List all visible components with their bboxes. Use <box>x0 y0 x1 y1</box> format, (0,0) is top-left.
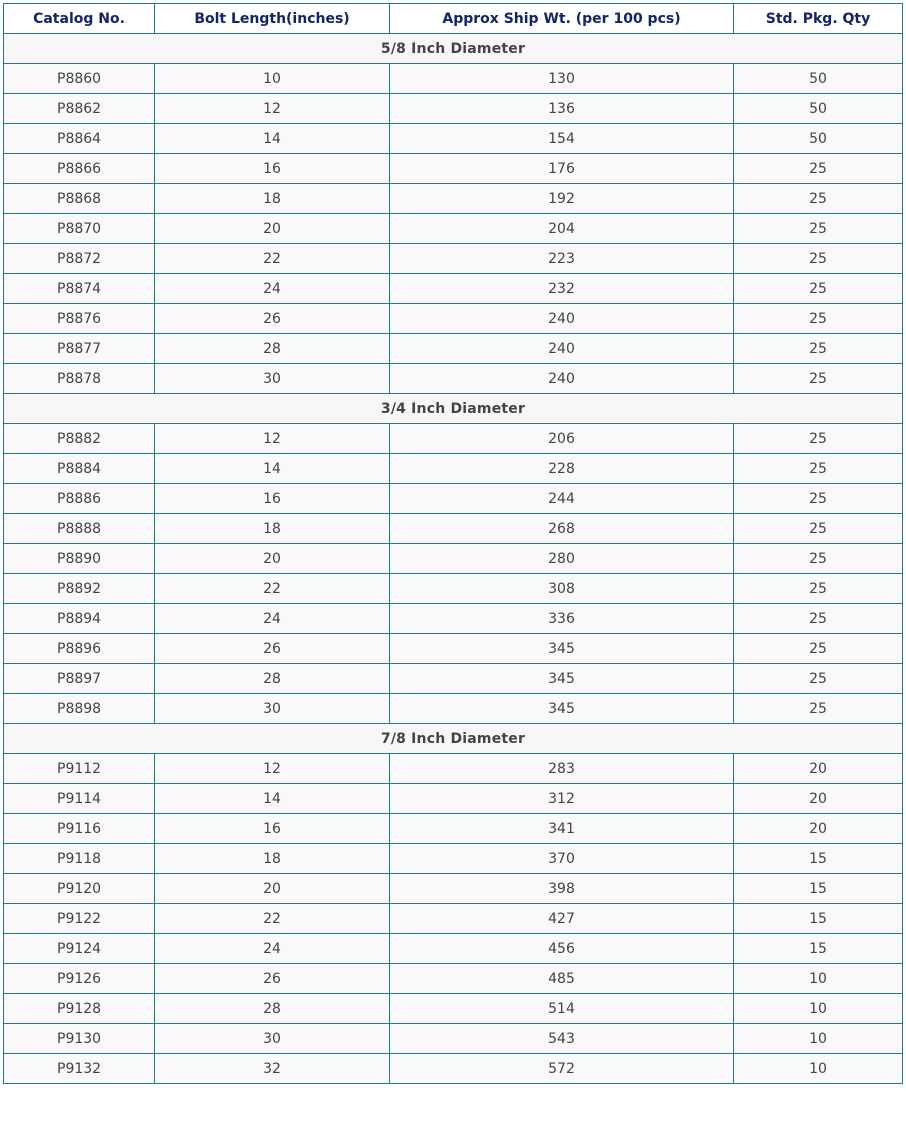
catalog-no-cell: P9118 <box>4 844 155 874</box>
bolt-spec-table <box>3 3 903 1084</box>
table-row <box>4 454 903 484</box>
pkg-qty-cell: 25 <box>734 484 903 514</box>
pkg-qty-cell: 25 <box>734 634 903 664</box>
bolt-length-cell: 28 <box>155 334 390 364</box>
catalog-no-cell: P8898 <box>4 694 155 724</box>
table-row <box>4 124 903 154</box>
pkg-qty-cell: 25 <box>734 214 903 244</box>
table-row <box>4 994 903 1024</box>
table-row <box>4 1024 903 1054</box>
group-header-row <box>4 34 903 64</box>
bolt-length-cell: 12 <box>155 94 390 124</box>
ship-weight-cell: 244 <box>390 484 734 514</box>
pkg-qty-cell: 25 <box>734 244 903 274</box>
pkg-qty-cell: 25 <box>734 544 903 574</box>
table-row <box>4 544 903 574</box>
catalog-no-cell: P8878 <box>4 364 155 394</box>
table-row <box>4 604 903 634</box>
bolt-length-cell: 16 <box>155 484 390 514</box>
catalog-no-cell: P8877 <box>4 334 155 364</box>
pkg-qty-cell: 10 <box>734 1054 903 1084</box>
catalog-no-cell: P8868 <box>4 184 155 214</box>
pkg-qty-cell: 25 <box>734 334 903 364</box>
ship-weight-cell: 345 <box>390 694 734 724</box>
bolt-length-cell: 18 <box>155 514 390 544</box>
catalog-no-cell: P9132 <box>4 1054 155 1084</box>
bolt-length-cell: 26 <box>155 304 390 334</box>
catalog-no-cell: P9126 <box>4 964 155 994</box>
catalog-no-cell: P8897 <box>4 664 155 694</box>
ship-weight-cell: 456 <box>390 934 734 964</box>
catalog-no-cell: P8860 <box>4 64 155 94</box>
pkg-qty-cell: 25 <box>734 514 903 544</box>
table-row <box>4 664 903 694</box>
ship-weight-cell: 345 <box>390 634 734 664</box>
ship-weight-cell: 204 <box>390 214 734 244</box>
table-row <box>4 214 903 244</box>
table-row <box>4 94 903 124</box>
pkg-qty-cell: 25 <box>734 274 903 304</box>
catalog-no-cell: P8884 <box>4 454 155 484</box>
pkg-qty-cell: 25 <box>734 664 903 694</box>
pkg-qty-cell: 25 <box>734 184 903 214</box>
ship-weight-cell: 345 <box>390 664 734 694</box>
bolt-length-cell: 24 <box>155 274 390 304</box>
header-catalog-no: Catalog No. <box>4 4 155 34</box>
table-row <box>4 784 903 814</box>
ship-weight-cell: 514 <box>390 994 734 1024</box>
bolt-length-cell: 22 <box>155 244 390 274</box>
ship-weight-cell: 572 <box>390 1054 734 1084</box>
table-row <box>4 814 903 844</box>
table-row <box>4 154 903 184</box>
bolt-length-cell: 10 <box>155 64 390 94</box>
table-row <box>4 334 903 364</box>
pkg-qty-cell: 25 <box>734 154 903 184</box>
catalog-no-cell: P8890 <box>4 544 155 574</box>
ship-weight-cell: 370 <box>390 844 734 874</box>
group-header-row <box>4 724 903 754</box>
table-row <box>4 934 903 964</box>
bolt-length-cell: 22 <box>155 574 390 604</box>
pkg-qty-cell: 50 <box>734 64 903 94</box>
bolt-length-cell: 24 <box>155 604 390 634</box>
table-row <box>4 484 903 514</box>
bolt-length-cell: 28 <box>155 664 390 694</box>
pkg-qty-cell: 15 <box>734 874 903 904</box>
ship-weight-cell: 341 <box>390 814 734 844</box>
catalog-no-cell: P8872 <box>4 244 155 274</box>
header-row <box>4 4 903 34</box>
pkg-qty-cell: 10 <box>734 1024 903 1054</box>
ship-weight-cell: 268 <box>390 514 734 544</box>
bolt-length-cell: 20 <box>155 214 390 244</box>
pkg-qty-cell: 25 <box>734 454 903 484</box>
bolt-length-cell: 16 <box>155 154 390 184</box>
bolt-length-cell: 14 <box>155 124 390 154</box>
ship-weight-cell: 240 <box>390 364 734 394</box>
bolt-length-cell: 28 <box>155 994 390 1024</box>
pkg-qty-cell: 15 <box>734 844 903 874</box>
ship-weight-cell: 312 <box>390 784 734 814</box>
table-row <box>4 244 903 274</box>
pkg-qty-cell: 25 <box>734 364 903 394</box>
bolt-length-cell: 20 <box>155 544 390 574</box>
pkg-qty-cell: 20 <box>734 784 903 814</box>
table-row <box>4 304 903 334</box>
pkg-qty-cell: 10 <box>734 964 903 994</box>
pkg-qty-cell: 25 <box>734 694 903 724</box>
catalog-no-cell: P8862 <box>4 94 155 124</box>
bolt-length-cell: 32 <box>155 1054 390 1084</box>
ship-weight-cell: 485 <box>390 964 734 994</box>
ship-weight-cell: 192 <box>390 184 734 214</box>
catalog-no-cell: P9130 <box>4 1024 155 1054</box>
ship-weight-cell: 176 <box>390 154 734 184</box>
pkg-qty-cell: 50 <box>734 94 903 124</box>
table-row <box>4 874 903 904</box>
bolt-length-cell: 20 <box>155 874 390 904</box>
bolt-length-cell: 30 <box>155 364 390 394</box>
catalog-no-cell: P9112 <box>4 754 155 784</box>
ship-weight-cell: 336 <box>390 604 734 634</box>
table-row <box>4 184 903 214</box>
ship-weight-cell: 206 <box>390 424 734 454</box>
bolt-length-cell: 30 <box>155 1024 390 1054</box>
ship-weight-cell: 130 <box>390 64 734 94</box>
table-header <box>4 4 903 34</box>
table-row <box>4 1054 903 1084</box>
ship-weight-cell: 136 <box>390 94 734 124</box>
bolt-length-cell: 12 <box>155 424 390 454</box>
ship-weight-cell: 398 <box>390 874 734 904</box>
bolt-length-cell: 26 <box>155 634 390 664</box>
catalog-no-cell: P9120 <box>4 874 155 904</box>
ship-weight-cell: 232 <box>390 274 734 304</box>
ship-weight-cell: 240 <box>390 304 734 334</box>
header-bolt-length: Bolt Length(inches) <box>155 4 390 34</box>
catalog-no-cell: P9124 <box>4 934 155 964</box>
catalog-no-cell: P8886 <box>4 484 155 514</box>
table-body <box>4 34 903 1084</box>
diameter-group-title: 3/4 Inch Diameter <box>4 394 903 424</box>
header-pkg-qty: Std. Pkg. Qty <box>734 4 903 34</box>
catalog-no-cell: P9122 <box>4 904 155 934</box>
catalog-no-cell: P8894 <box>4 604 155 634</box>
table-row <box>4 844 903 874</box>
catalog-no-cell: P8892 <box>4 574 155 604</box>
pkg-qty-cell: 25 <box>734 304 903 334</box>
bolt-length-cell: 12 <box>155 754 390 784</box>
catalog-no-cell: P8876 <box>4 304 155 334</box>
pkg-qty-cell: 50 <box>734 124 903 154</box>
table-row <box>4 634 903 664</box>
table-row <box>4 964 903 994</box>
table-row <box>4 364 903 394</box>
table-row <box>4 424 903 454</box>
table-row <box>4 514 903 544</box>
pkg-qty-cell: 20 <box>734 814 903 844</box>
bolt-length-cell: 26 <box>155 964 390 994</box>
pkg-qty-cell: 15 <box>734 904 903 934</box>
catalog-no-cell: P9114 <box>4 784 155 814</box>
catalog-no-cell: P8888 <box>4 514 155 544</box>
bolt-length-cell: 24 <box>155 934 390 964</box>
bolt-length-cell: 18 <box>155 844 390 874</box>
catalog-no-cell: P8864 <box>4 124 155 154</box>
pkg-qty-cell: 15 <box>734 934 903 964</box>
catalog-no-cell: P8896 <box>4 634 155 664</box>
ship-weight-cell: 308 <box>390 574 734 604</box>
table-row <box>4 274 903 304</box>
diameter-group-title: 7/8 Inch Diameter <box>4 724 903 754</box>
catalog-no-cell: P8874 <box>4 274 155 304</box>
diameter-group-title: 5/8 Inch Diameter <box>4 34 903 64</box>
table-row <box>4 694 903 724</box>
pkg-qty-cell: 10 <box>734 994 903 1024</box>
bolt-length-cell: 22 <box>155 904 390 934</box>
table-row <box>4 754 903 784</box>
ship-weight-cell: 280 <box>390 544 734 574</box>
catalog-no-cell: P9116 <box>4 814 155 844</box>
pkg-qty-cell: 25 <box>734 574 903 604</box>
pkg-qty-cell: 20 <box>734 754 903 784</box>
ship-weight-cell: 228 <box>390 454 734 484</box>
header-ship-weight: Approx Ship Wt. (per 100 pcs) <box>390 4 734 34</box>
ship-weight-cell: 427 <box>390 904 734 934</box>
ship-weight-cell: 283 <box>390 754 734 784</box>
catalog-no-cell: P8866 <box>4 154 155 184</box>
catalog-no-cell: P9128 <box>4 994 155 1024</box>
table-row <box>4 64 903 94</box>
catalog-no-cell: P8882 <box>4 424 155 454</box>
pkg-qty-cell: 25 <box>734 604 903 634</box>
bolt-length-cell: 14 <box>155 454 390 484</box>
catalog-no-cell: P8870 <box>4 214 155 244</box>
bolt-length-cell: 18 <box>155 184 390 214</box>
table-row <box>4 574 903 604</box>
bolt-length-cell: 14 <box>155 784 390 814</box>
ship-weight-cell: 240 <box>390 334 734 364</box>
table-row <box>4 904 903 934</box>
ship-weight-cell: 543 <box>390 1024 734 1054</box>
bolt-length-cell: 16 <box>155 814 390 844</box>
pkg-qty-cell: 25 <box>734 424 903 454</box>
ship-weight-cell: 154 <box>390 124 734 154</box>
group-header-row <box>4 394 903 424</box>
bolt-length-cell: 30 <box>155 694 390 724</box>
ship-weight-cell: 223 <box>390 244 734 274</box>
